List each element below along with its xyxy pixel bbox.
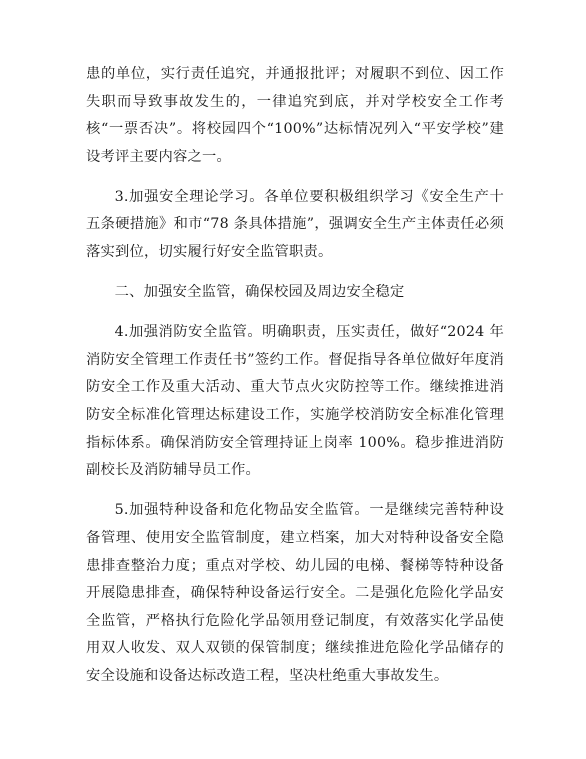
document-body xyxy=(86,61,504,703)
section-heading-safety-supervision: 二、加强安全监管，确保校园及周边安全稳定 xyxy=(114,284,405,301)
paragraph-accountability: 患的单位，实行责任追究，并通报批评；对履职不到位、因工作失职而导致事故发生的，一律追究到底，并对学校安全工作考核“一票否决”。将校园四个“100%”达标情况列入“平安学校”建设考评主要内容之一。 xyxy=(86,66,504,165)
paragraph-safety-theory-study: 3.加强安全理论学习。各单位要积极组织学习《安全生产十五条硬措施》和市“78 条具体措施”，强调安全生产主体责任必须落实到位，切实履行好安全监管职责。 xyxy=(86,188,504,261)
paragraph-special-equipment-hazardous-chemicals: 5.加强特种设备和危化物品安全监管。一是继续完善特种设备管理、使用安全监管制度，建立档案，加大对特种设备安全隐患排查整治力度；重点对学校、幼儿园的电梯、餐梯等特种设备开展隐患排查，确保特种设备运行安全。二是强化危险化学品安全监管，严格执行危险化学品领用登记制度，有效落实化学品使用双人收发、双人双锁的保管制度；继续推进危险化学品储存的安全设施和设备达标改造工程，坚决杜绝重大事故发生。 xyxy=(86,502,504,684)
paragraph-fire-safety: 4.加强消防安全监管。明确职责，压实责任，做好“2024 年消防安全管理工作责任书”签约工作。督促指导各单位做好年度消防安全工作及重大活动、重大节点火灾防控等工作。继续推进消防安全标准化管理达标建设工作，实施学校消防安全标准化管理指标体系。确保消防安全管理持证上岗率 100%。稳步推进消防副校长及消防辅导员工作。 xyxy=(86,324,504,479)
